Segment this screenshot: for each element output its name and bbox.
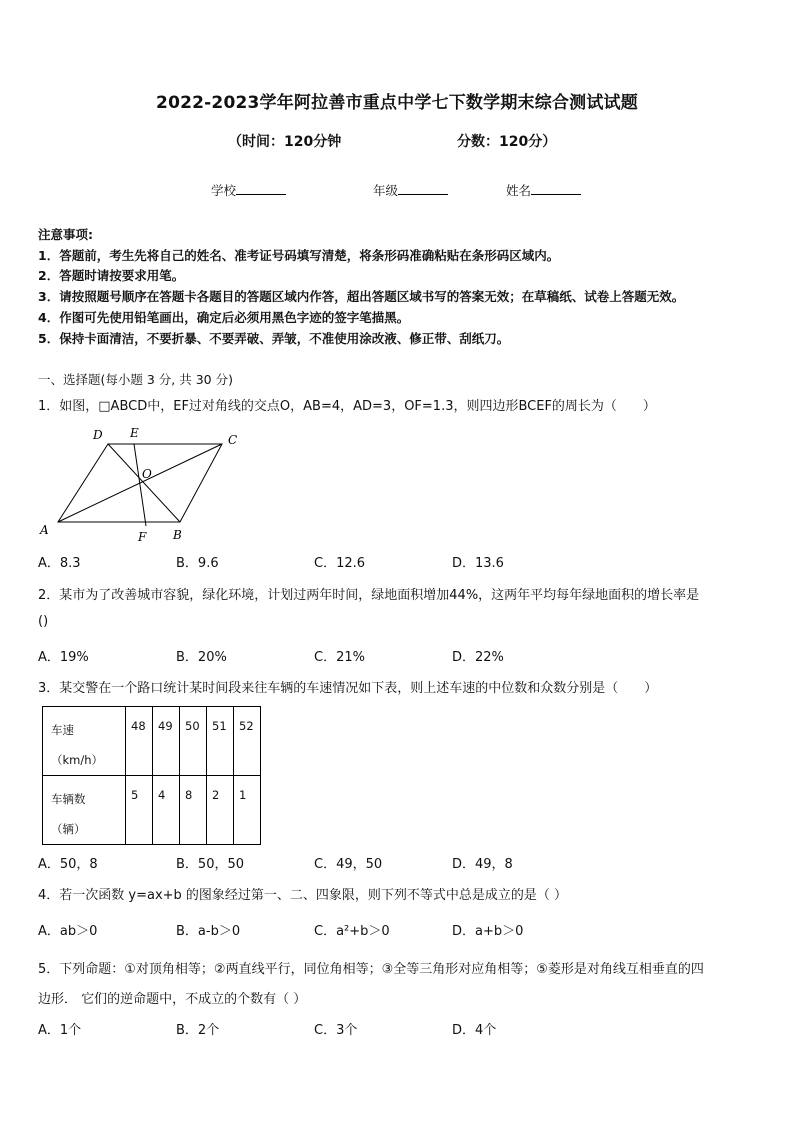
label-b: B (173, 528, 182, 542)
q5-option-b: B．2个 (176, 1023, 220, 1038)
name-blank (531, 181, 581, 195)
name-label: 姓名 (506, 183, 532, 198)
question-4-stem: 4．若一次函数 y=ax+b 的图象经过第一、二、四象限，则下列不等式中总是成立的是（ ） (38, 888, 568, 903)
exam-time: （时间：120分钟 (228, 134, 342, 150)
notice-item: 2．答题时请按要求用笔。 (38, 268, 185, 283)
section-heading: 一、选择题(每小题 3 分, 共 30 分) (38, 372, 233, 387)
table-cell: 52 (234, 707, 261, 776)
notice-item: 1．答题前，考生先将自己的姓名、准考证号码填写清楚，将条形码准确粘贴在条形码区域内。 (38, 248, 560, 263)
q5-option-c: C．3个 (314, 1023, 358, 1038)
notice-title: 注意事项: (38, 227, 93, 242)
label-f: F (138, 530, 147, 544)
q2-option-b: B．20% (176, 650, 227, 665)
table-cell: 48 (126, 707, 153, 776)
count-unit: （辆） (51, 822, 86, 836)
q1-option-b: B．9.6 (176, 556, 219, 571)
table-cell: 1 (234, 776, 261, 845)
q4-option-a: A．ab＞0 (38, 924, 98, 939)
grade-label: 年级 (373, 183, 399, 198)
q2-option-c: C．21% (314, 650, 365, 665)
question-5-stem: 5．下列命题：①对顶角相等；②两直线平行，同位角相等；③全等三角形对应角相等；⑤菱形是对角线互相垂直的四 (38, 962, 704, 977)
question-2-stem: 2．某市为了改善城市容貌，绿化环境，计划过两年时间，绿地面积增加44%，这两年平均每年绿地面积的增长率是 (38, 588, 700, 603)
label-a: A (40, 523, 49, 537)
table-cell: 49 (153, 707, 180, 776)
q2-option-d: D．22% (452, 650, 504, 665)
label-o: O (142, 467, 152, 481)
label-d: D (93, 428, 103, 442)
speed-label: 车速 (51, 723, 74, 737)
parallelogram-figure (36, 422, 266, 546)
table-cell: 50 (180, 707, 207, 776)
q3-option-d: D．49，8 (452, 857, 513, 872)
q1-option-c: C．12.6 (314, 556, 366, 571)
school-field (211, 181, 286, 199)
table-row (43, 707, 261, 776)
grade-field (373, 181, 448, 199)
notice-item: 3．请按照题号顺序在答题卡各题目的答题区域内作答，超出答题区域书写的答案无效；在草稿纸、试卷上答题无效。 (38, 289, 685, 304)
table-row (43, 776, 261, 845)
label-e: E (130, 426, 139, 440)
table-cell: 51 (207, 707, 234, 776)
table-header-speed (43, 707, 126, 776)
q4-option-b: B．a-b＞0 (176, 924, 241, 939)
table-cell: 8 (180, 776, 207, 845)
table-cell: 4 (153, 776, 180, 845)
q5-option-d: D．4个 (452, 1023, 497, 1038)
q1-option-a: A．8.3 (38, 556, 81, 571)
q3-option-b: B．50，50 (176, 857, 245, 872)
speed-unit: （km/h） (51, 753, 104, 767)
q1-option-d: D．13.6 (452, 556, 504, 571)
name-field (506, 181, 581, 199)
q4-option-c: C．a²+b＞0 (314, 924, 390, 939)
q5-option-a: A．1个 (38, 1023, 82, 1038)
question-1-stem: 1．如图，□ABCD中，EF过对角线的交点O，AB=4，AD=3，OF=1.3，则四边形BCEF的周长为（ ） (38, 399, 656, 414)
question-5-stem-cont: 边形． 它们的逆命题中，不成立的个数有（ ） (38, 992, 307, 1007)
question-2-stem-cont: () (38, 614, 49, 629)
q3-option-c: C．49，50 (314, 857, 383, 872)
table-cell: 2 (207, 776, 234, 845)
notice-item: 4．作图可先使用铅笔画出，确定后必须用黑色字迹的签字笔描黑。 (38, 310, 410, 325)
notice-item: 5．保持卡面清洁，不要折暴、不要弄破、弄皱，不准使用涂改液、修正带、刮纸刀。 (38, 331, 510, 346)
question-3-stem: 3．某交警在一个路口统计某时间段来往车辆的车速情况如下表，则上述车速的中位数和众数分别是（ ） (38, 681, 658, 696)
speed-table (42, 706, 261, 845)
count-label: 车辆数 (51, 792, 86, 806)
q3-option-a: A．50，8 (38, 857, 98, 872)
grade-blank (398, 181, 448, 195)
q2-option-a: A．19% (38, 650, 89, 665)
exam-score: 分数：120分） (457, 134, 557, 150)
table-header-count (43, 776, 126, 845)
q4-option-d: D．a+b＞0 (452, 924, 524, 939)
school-label: 学校 (211, 183, 237, 198)
school-blank (236, 181, 286, 195)
table-cell: 5 (126, 776, 153, 845)
page-title: 2022-2023学年阿拉善市重点中学七下数学期末综合测试试题 (156, 93, 638, 113)
label-c: C (228, 433, 238, 447)
